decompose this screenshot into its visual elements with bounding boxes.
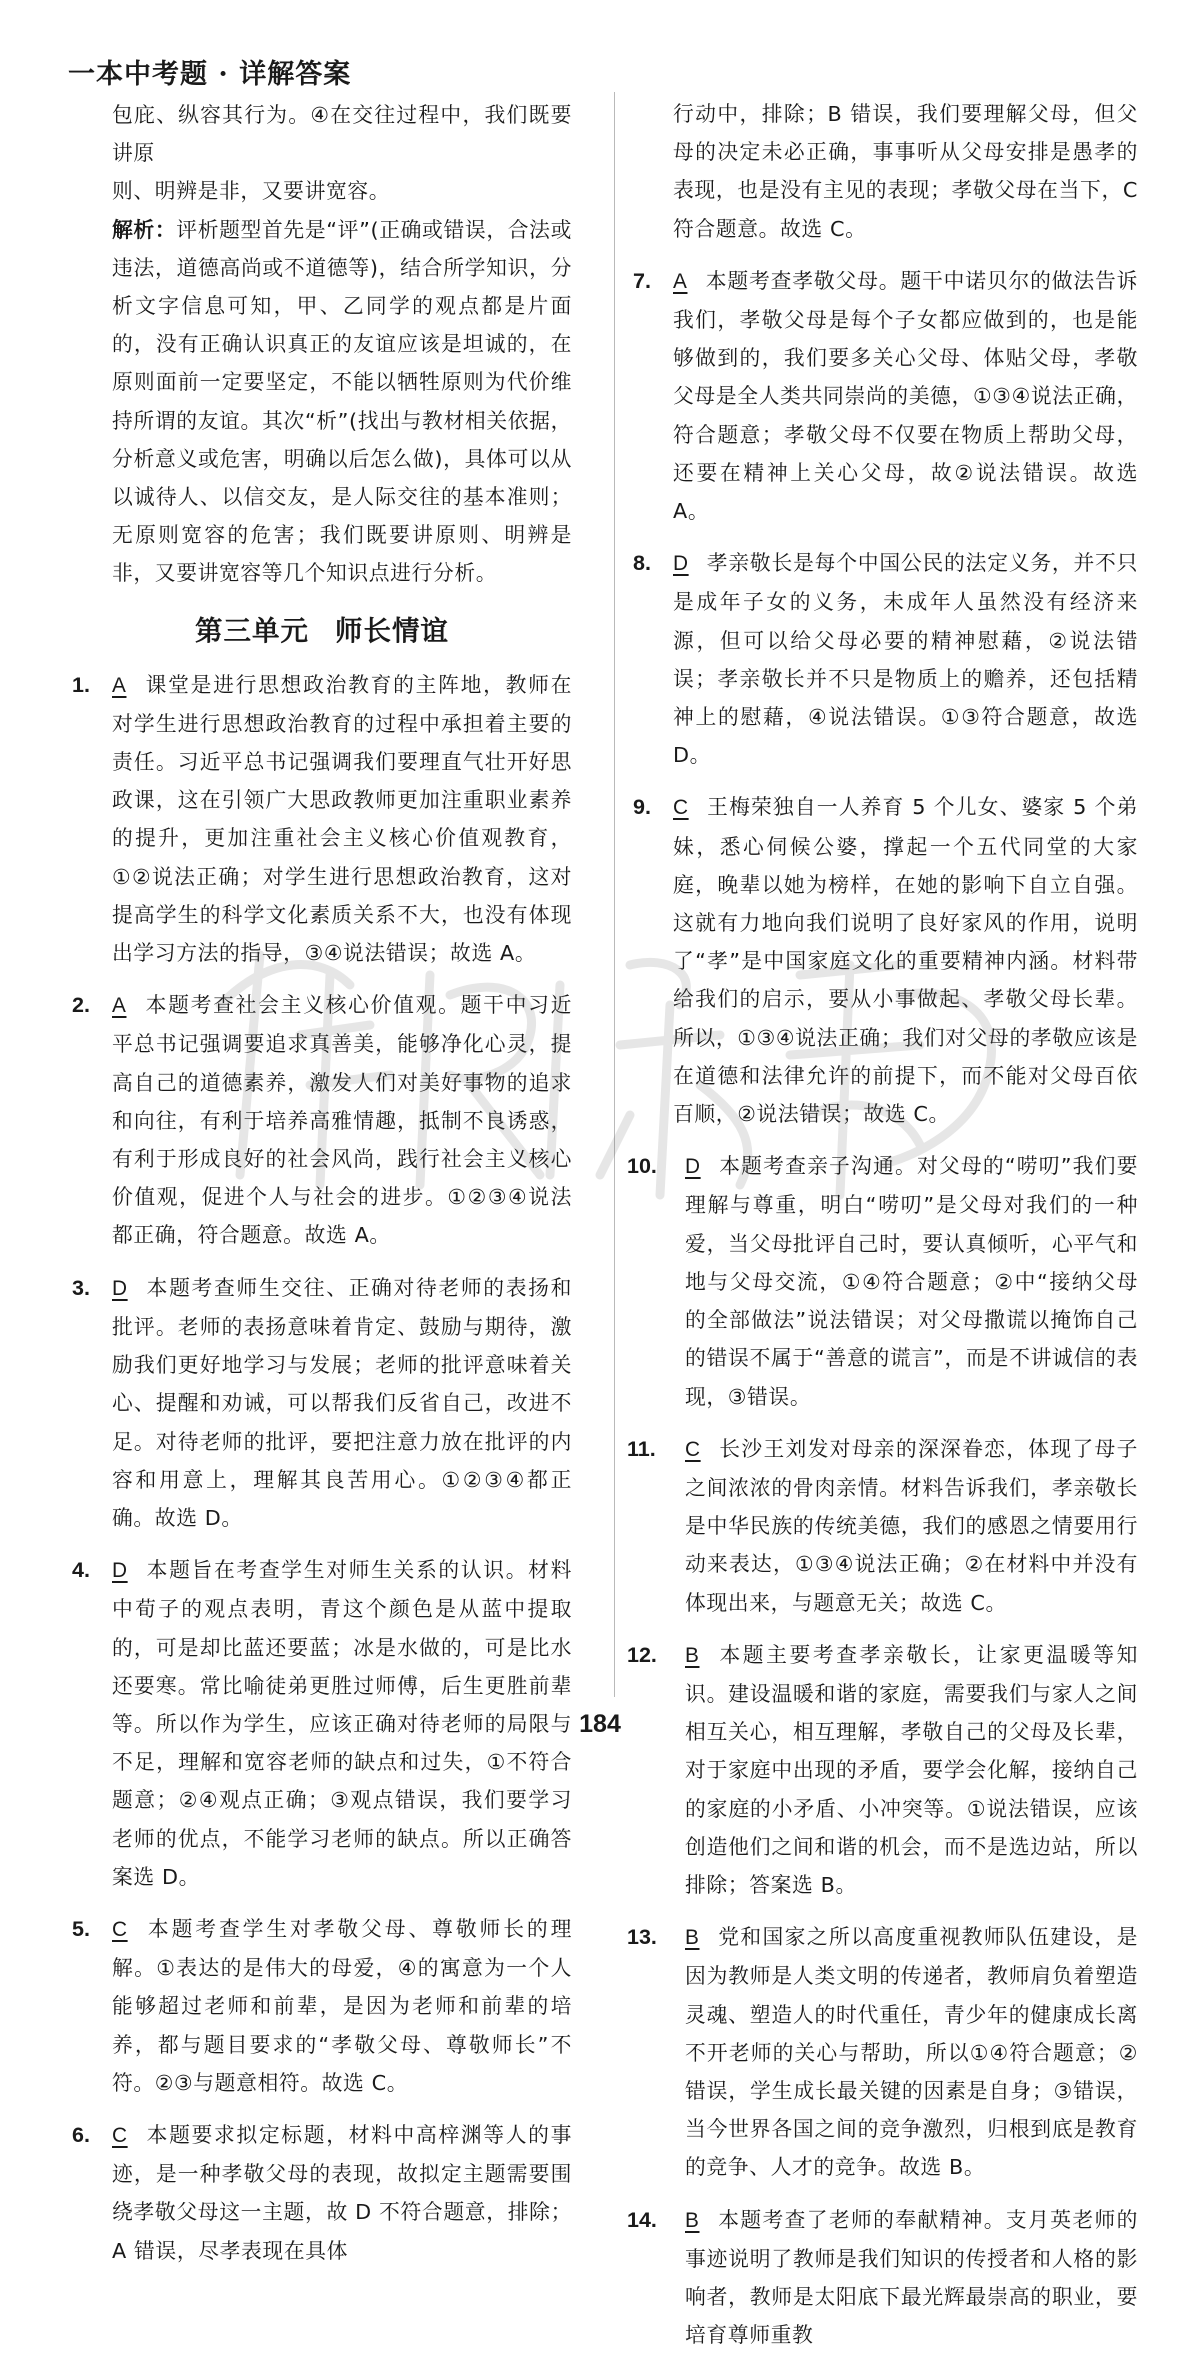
answer-item	[633, 544, 1138, 774]
item-number: 11.	[627, 1436, 656, 1461]
answer-item	[72, 666, 572, 973]
unit-title	[72, 608, 572, 648]
answer-item-continuation	[633, 95, 1138, 248]
item-text: 本题要求拟定标题，材料中高梓渊等人的事迹，是一种孝敬父母的表现，故拟定主题需要围绕孝敬父母这一主题，故 D 不符合题意，排除；A 错误，尽孝表现在具体	[112, 2122, 572, 2263]
item-number: 7.	[633, 268, 651, 293]
answer-item	[627, 2201, 1138, 2355]
answer-letter: B	[685, 1926, 700, 1950]
item-number: 14.	[627, 2207, 657, 2232]
answer-letter: D	[112, 1276, 128, 1300]
item-text: 党和国家之所以高度重视教师队伍建设，是因为教师是人类文明的传递者，教师肩负着塑造灵魂、塑造人的时代重任，青少年的健康成长离不开老师的关心与帮助，所以①④符合题意；②错误，学生成长最关键的因素是自身；③错误，当今世界各国之间的竞争激烈，归根到底是教育的竞争、人才的竞争。故选 B。	[685, 1925, 1138, 2180]
column-divider	[614, 92, 615, 1697]
page-number: 184	[579, 1710, 621, 1738]
item-text: 本题考查亲子沟通。对父母的“唠叨”我们要理解与尊重，明白“唠叨”是父母对我们的一种爱，当父母批评自己时，要认真倾听，心平气和地与父母交流，①④符合题意；②中“接纳父母的全部做法”说法错误；对父母撒谎以掩饰自己的错误不属于“善意的谎言”，而是不讲诚信的表现，③错误。	[685, 1154, 1138, 1409]
answer-letter: D	[673, 552, 689, 576]
answer-letter: C	[112, 1917, 128, 1941]
answer-letter: C	[112, 2123, 128, 2147]
item-text: 本题考查学生对孝敬父母、尊敬师长的理解。①表达的是伟大的母爱，④的寓意为一个人能够超过老师和前辈，是因为老师和前辈的培养，都与题目要求的“孝敬父母、尊敬师长”不符。②③与题意相符。故选 C。	[112, 1916, 572, 2095]
answer-item	[627, 1430, 1138, 1622]
answer-letter: D	[685, 1155, 701, 1179]
item-number: 12.	[627, 1642, 657, 1667]
item-number: 5.	[72, 1916, 90, 1941]
analysis-paragraph	[72, 211, 572, 593]
answer-item	[72, 2116, 572, 2270]
answer-item	[627, 1636, 1138, 1904]
analysis-label: 解析：	[112, 217, 177, 242]
answer-letter: C	[685, 1437, 701, 1461]
item-text: 本题旨在考查学生对师生关系的认识。材料中荀子的观点表明，青这个颜色是从蓝中提取的，可是却比蓝还要蓝；冰是水做的，可是比水还要寒。常比喻徒弟更胜过师傅，后生更胜前辈等。所以作为学生，应该正确对待老师的局限与不足，理解和宽容老师的缺点和过失，①不符合题意；②④观点正确；③观点错误，我们要学习老师的优点，不能学习老师的缺点。所以正确答案选 D。	[112, 1558, 572, 1889]
item-number: 10.	[627, 1154, 657, 1179]
answer-item	[72, 1269, 572, 1537]
item-text: 本题考查社会主义核心价值观。题干中习近平总书记强调要追求真善美，能够净化心灵，提高自己的道德素养，激发人们对美好事物的追求和向往，有利于培养高雅情趣，抵制不良诱惑，有利于形成良好的社会风尚，践行社会主义核心价值观，促进个人与社会的进步。①②③④说法都正确，符合题意。故选 A。	[112, 993, 572, 1248]
item-number: 4.	[72, 1558, 90, 1583]
unit-title-number: 第三单元	[195, 614, 309, 647]
answer-item	[633, 262, 1138, 530]
item-text: 王梅荣独自一人养育 5 个儿女、婆家 5 个弟妹，悉心伺候公婆，撑起一个五代同堂的大家庭，晚辈以她为榜样，在她的影响下自立自强。这就有力地向我们说明了良好家风的作用，说明了“孝”是中国家庭文化的重要精神内涵。材料带给我们的启示，要从小事做起、孝敬父母长辈。所以，①③④说法正确；我们对父母的孝敬应该是在道德和法律允许的前提下，而不能对父母百依百顺，②说法错误；故选 C。	[673, 795, 1138, 1127]
intro-line: 包庇、纵容其行为。④在交往过程中，我们既要讲原	[112, 103, 572, 166]
answer-item	[627, 1918, 1138, 2186]
unit-title-name: 师长情谊	[335, 614, 449, 647]
answer-item	[633, 788, 1138, 1133]
analysis-text: 评析题型首先是“评”(正确或错误，合法或违法，道德高尚或不道德等)，结合所学知识，分析文字信息可知，甲、乙同学的观点都是片面的，没有正确认识真正的友谊应该是坦诚的，在原则面前一定要坚定，不能以牺牲原则为代价维持所谓的友谊。其次“析”(找出与教材相关依据，分析意义或危害，明确以后怎么做)，具体可以从以诚待人、以信交友，是人际交往的基本准则；无原则宽容的危害；我们既要讲原则、明辨是非，又要讲宽容等几个知识点进行分析。	[112, 217, 572, 586]
answer-item	[627, 1147, 1138, 1415]
answer-letter: B	[685, 1643, 700, 1667]
answer-item	[72, 1910, 572, 2102]
answer-item	[72, 986, 572, 1254]
answer-letter: A	[673, 269, 688, 293]
item-number: 6.	[72, 2122, 90, 2147]
item-number: 2.	[72, 993, 90, 1018]
left-column	[72, 96, 572, 2284]
item-text: 本题主要考查孝亲敬长，让家更温暖等知识。建设温暖和谐的家庭，需要我们与家人之间相互关心，相互理解，孝敬自己的父母及长辈，对于家庭中出现的矛盾，要学会化解，接纳自己的家庭的小矛盾、小冲突等。①说法错误，应该创造他们之间和谐的机会，而不是选边站，所以排除；答案选 B。	[685, 1642, 1138, 1897]
answer-letter: A	[112, 994, 127, 1018]
item-number: 1.	[72, 672, 90, 697]
item-text: 孝亲敬长是每个中国公民的法定义务，并不只是成年子女的义务，未成年人虽然没有经济来源，但可以给父母必要的精神慰藉，②说法错误；孝亲敬长并不只是物质上的赡养，还包括精神上的慰藉，④说法错误。①③符合题意，故选 D。	[673, 551, 1138, 768]
answer-letter: D	[112, 1559, 128, 1583]
intro-line: 则、明辨是非，又要讲宽容。	[112, 179, 391, 204]
item-text: 课堂是进行思想政治教育的主阵地，教师在对学生进行思想政治教育的过程中承担着主要的责任。习近平总书记强调我们要理直气壮开好思政课，这在引领广大思政教师更加注重职业素养的提升，更加注重社会主义核心价值观教育，①②说法正确；对学生进行思想政治教育，这对提高学生的科学文化素质关系不大，也没有体现出学习方法的指导，③④说法错误；故选 A。	[112, 672, 572, 966]
item-number: 8.	[633, 551, 651, 576]
answer-letter: A	[112, 673, 127, 697]
answer-letter: C	[673, 796, 689, 820]
item-text: 长沙王刘发对母亲的深深眷恋，体现了母子之间浓浓的骨肉亲情。材料告诉我们，孝亲敬长是中华民族的传统美德，我们的感恩之情要用行动来表达，①③④说法正确；②在材料中并没有体现出来，与题意无关；故选 C。	[685, 1436, 1138, 1615]
item-text: 本题考查了老师的奉献精神。支月英老师的事迹说明了教师是我们知识的传授者和人格的影响者，教师是太阳底下最光辉最崇高的职业，要培育尊师重教	[685, 2207, 1138, 2348]
item-text: 本题考查师生交往、正确对待老师的表扬和批评。老师的表扬意味着肯定、鼓励与期待，激励我们更好地学习与发展；老师的批评意味着关心、提醒和劝诫，可以帮我们反省自己，改进不足。对待老师的批评，要把注意力放在批评的内容和用意上，理解其良苦用心。①②③④都正确。故选 D。	[112, 1275, 572, 1530]
answer-letter: B	[685, 2208, 700, 2232]
book-header: 一本中考题 · 详解答案	[68, 59, 352, 90]
continuation-text: 行动中，排除；B 错误，我们要理解父母，但父母的决定未必正确，事事听从父母安排是愚孝的表现，也是没有主见的表现；孝敬父母在当下，C 符合题意。故选 C。	[673, 102, 1138, 241]
right-column	[627, 95, 1138, 2368]
item-text: 本题考查孝敬父母。题干中诺贝尔的做法告诉我们，孝敬父母是每个子女都应做到的，也是能够做到的，我们要多关心父母、体贴父母，孝敬父母是全人类共同崇尚的美德，①③④说法正确，符合题意；孝敬父母不仅要在物质上帮助父母，还要在精神上关心父母，故②说法错误。故选 A。	[673, 268, 1138, 524]
item-number: 9.	[633, 795, 651, 820]
item-number: 13.	[627, 1925, 657, 1950]
item-number: 3.	[72, 1275, 90, 1300]
